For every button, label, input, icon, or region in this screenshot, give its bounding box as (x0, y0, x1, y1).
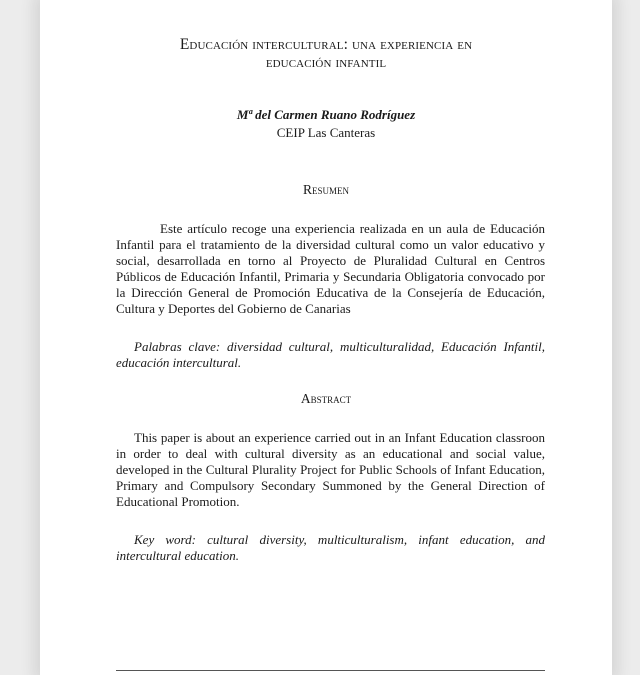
palabras-clave: Palabras clave: diversidad cultural, multiculturalidad, Educación Infantil, educación intercultural. (116, 339, 545, 370)
resumen-paragraph: Este artículo recoge una experiencia realizada en un aula de Educación Infantil para el tratamiento de la diversidad cultural como un valor educativo y social, desarrollada en torno al Proyecto de Pluralidad Cultural en Centros Públicos de Educación Infantil, Primaria y Secundaria Obligatoria convocado por la Dirección General de Promoción Educativa de la Consejería de Educación, Cultura y Deportes del Gobierno de Canarias (116, 221, 545, 316)
footnote-divider (116, 670, 545, 671)
author-block (40, 106, 612, 142)
abstract-heading: Abstract (300, 391, 352, 406)
article-title (40, 36, 612, 72)
title-line-2: educación infantil (265, 54, 387, 71)
title-line-1: Educación intercultural: una experiencia en (179, 36, 473, 53)
key-words: Key word: cultural diversity, multiculturalism, infant education, and intercultural education. (116, 532, 545, 563)
abstract-paragraph: This paper is about an experience carried out in an Infant Education classroon in order to deal with cultural diversity as an educational and social value, developed in the Cultural Plurality Project for Public Schools of Infant Education, Primary and Compulsory Secondary Summoned by the General Direction of Educational Promotion. (116, 430, 545, 509)
author-institution: CEIP Las Canteras (276, 125, 376, 140)
resumen-heading: Resumen (302, 182, 349, 197)
author-name: Mª del Carmen Ruano Rodríguez (236, 107, 416, 122)
document-page (40, 0, 612, 675)
